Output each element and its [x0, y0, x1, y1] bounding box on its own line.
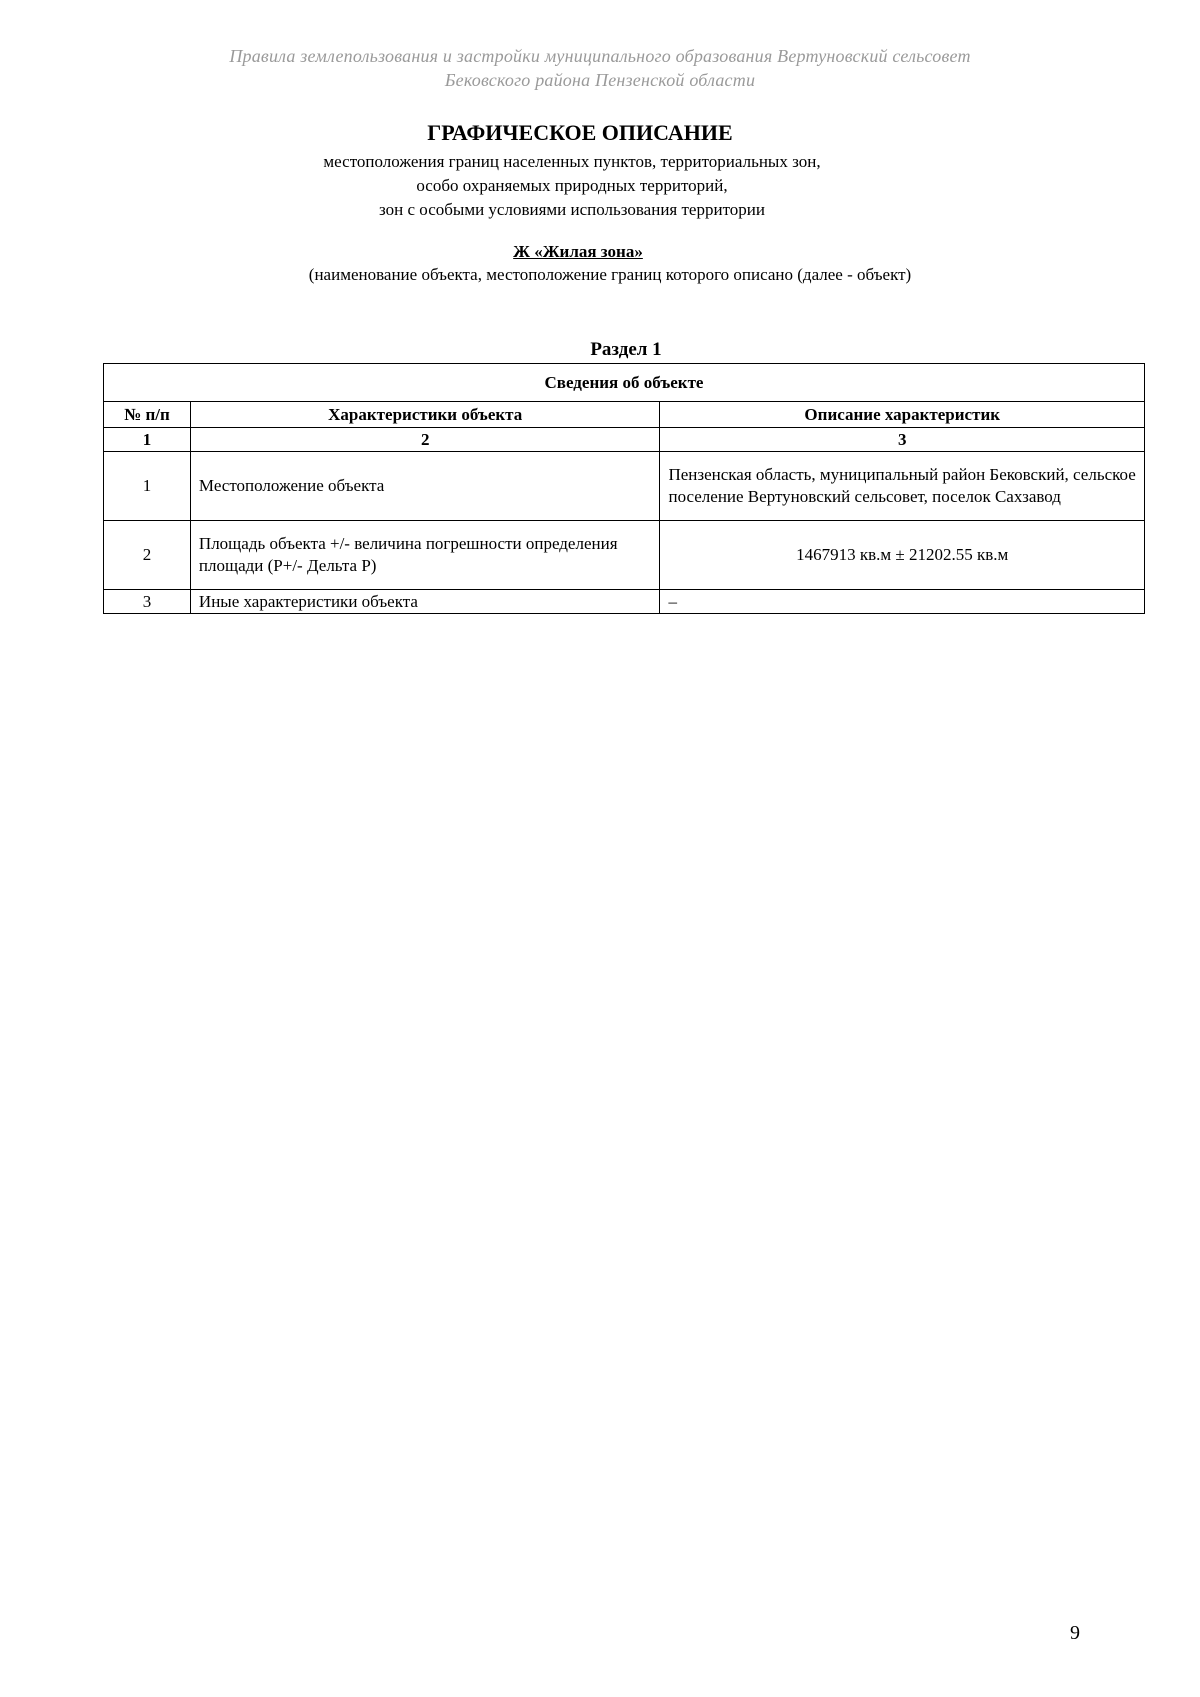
- row-description: Пензенская область, муниципальный район Бековский, сельское поселение Вертуновский сельсовет, поселок Сахзавод: [660, 452, 1145, 521]
- row-description: –: [660, 590, 1145, 614]
- row-description: 1467913 кв.м ± 21202.55 кв.м: [660, 521, 1145, 590]
- column-number-1: 1: [104, 428, 191, 452]
- table-header-row: [104, 402, 1145, 428]
- table-column-number-row: [104, 428, 1145, 452]
- row-characteristic: Иные характеристики объекта: [190, 590, 660, 614]
- subtitle-line-3: зон с особыми условиями использования территории: [379, 200, 765, 219]
- table-caption-row: [104, 364, 1145, 402]
- running-header-line-2: Бековского района Пензенской области: [444, 70, 756, 90]
- running-header-line-1: Правила землепользования и застройки муниципального образования Вертуновский сельсовет: [229, 46, 971, 66]
- column-number-3: 3: [660, 428, 1145, 452]
- table-caption: Сведения об объекте: [104, 364, 1145, 402]
- object-name-note: (наименование объекта, местоположение границ которого описано (далее - объект): [308, 265, 912, 284]
- row-characteristic: Площадь объекта +/- величина погрешности определения площади (Р+/- Дельта Р): [190, 521, 660, 590]
- object-info-table: [103, 363, 1145, 614]
- row-number: 2: [104, 521, 191, 590]
- row-characteristic: Местоположение объекта: [190, 452, 660, 521]
- header-characteristic: Характеристики объекта: [190, 402, 660, 428]
- subtitle-line-2: особо охраняемых природных территорий,: [416, 176, 728, 195]
- table-row: [104, 452, 1145, 521]
- document-title: ГРАФИЧЕСКОЕ ОПИСАНИЕ: [427, 120, 733, 145]
- row-number: 1: [104, 452, 191, 521]
- object-name: Ж «Жилая зона»: [513, 242, 643, 261]
- table-row: [104, 521, 1145, 590]
- column-number-2: 2: [190, 428, 660, 452]
- header-number: № п/п: [104, 402, 191, 428]
- subtitle-line-1: местоположения границ населенных пунктов, территориальных зон,: [323, 152, 821, 171]
- page-number: 9: [1070, 1622, 1080, 1644]
- header-description: Описание характеристик: [660, 402, 1145, 428]
- section-title: Раздел 1: [590, 339, 662, 360]
- table-row: [104, 590, 1145, 614]
- row-number: 3: [104, 590, 191, 614]
